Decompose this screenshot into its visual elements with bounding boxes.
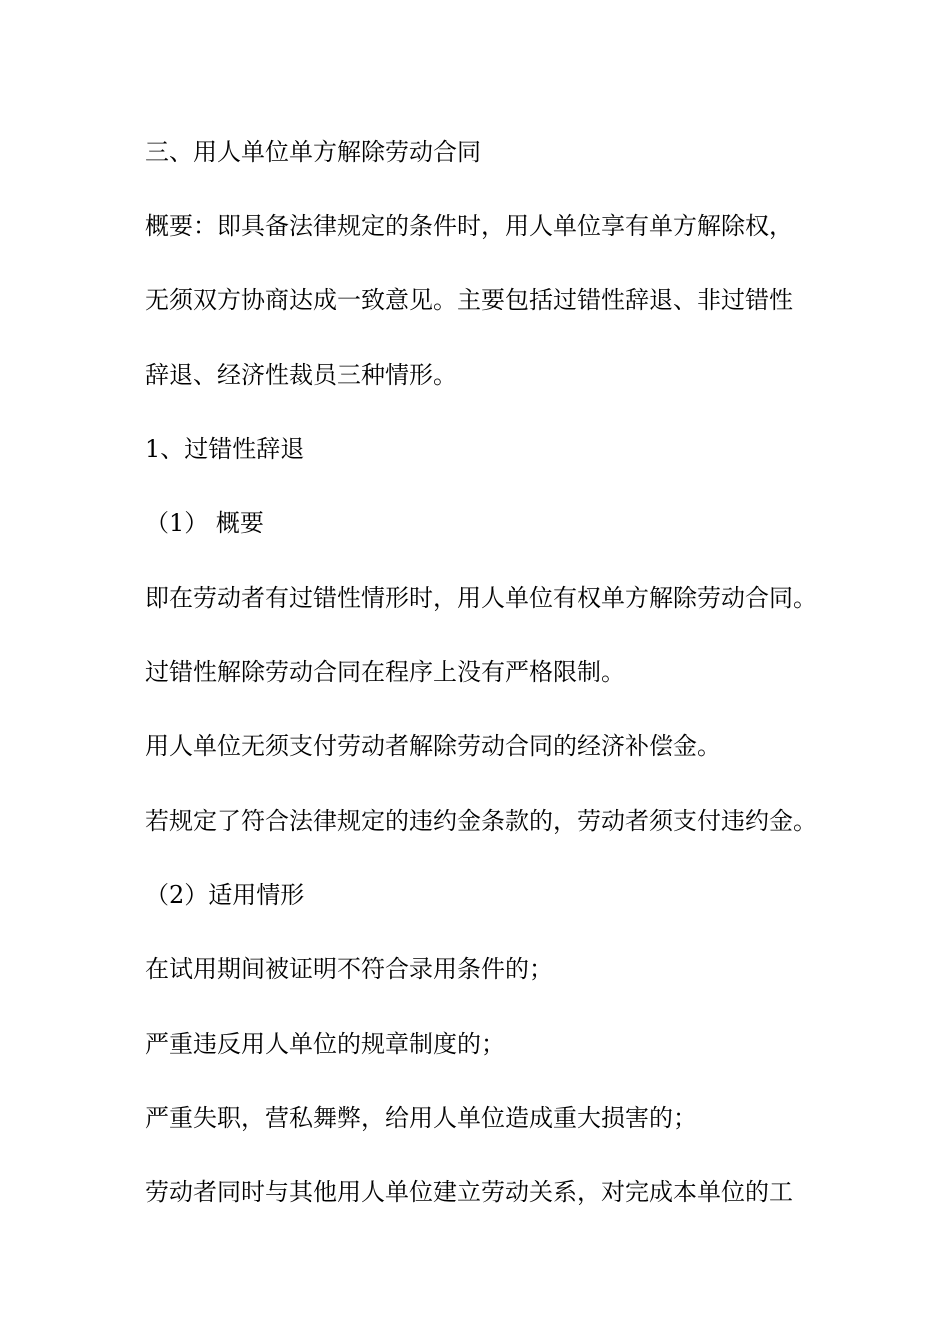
summary-line: 无须双方协商达成一致意见。主要包括过错性辞退、非过错性 xyxy=(145,286,793,314)
item2-line: 严重违反用人单位的规章制度的； xyxy=(145,1030,505,1058)
item2-line: 劳动者同时与其他用人单位建立劳动关系，对完成本单位的工 xyxy=(145,1178,793,1206)
summary-line: 概要：即具备法律规定的条件时，用人单位享有单方解除权， xyxy=(145,212,793,240)
item2-line: 在试用期间被证明不符合录用条件的； xyxy=(145,955,553,983)
item1-line: 若规定了符合法律规定的违约金条款的，劳动者须支付违约金。 xyxy=(145,807,817,835)
item2-heading: （2）适用情形 xyxy=(145,881,305,909)
item1-heading: （1） 概要 xyxy=(145,509,264,537)
section-heading: 三、用人单位单方解除劳动合同 xyxy=(145,138,481,166)
item1-line: 即在劳动者有过错性情形时，用人单位有权单方解除劳动合同。 xyxy=(145,584,817,612)
item1-line: 过错性解除劳动合同在程序上没有严格限制。 xyxy=(145,658,625,686)
summary-line: 辞退、经济性裁员三种情形。 xyxy=(145,361,457,389)
item1-line: 用人单位无须支付劳动者解除劳动合同的经济补偿金。 xyxy=(145,732,721,760)
subsection-heading: 1、过错性辞退 xyxy=(145,435,305,463)
item2-line: 严重失职，营私舞弊，给用人单位造成重大损害的； xyxy=(145,1104,697,1132)
